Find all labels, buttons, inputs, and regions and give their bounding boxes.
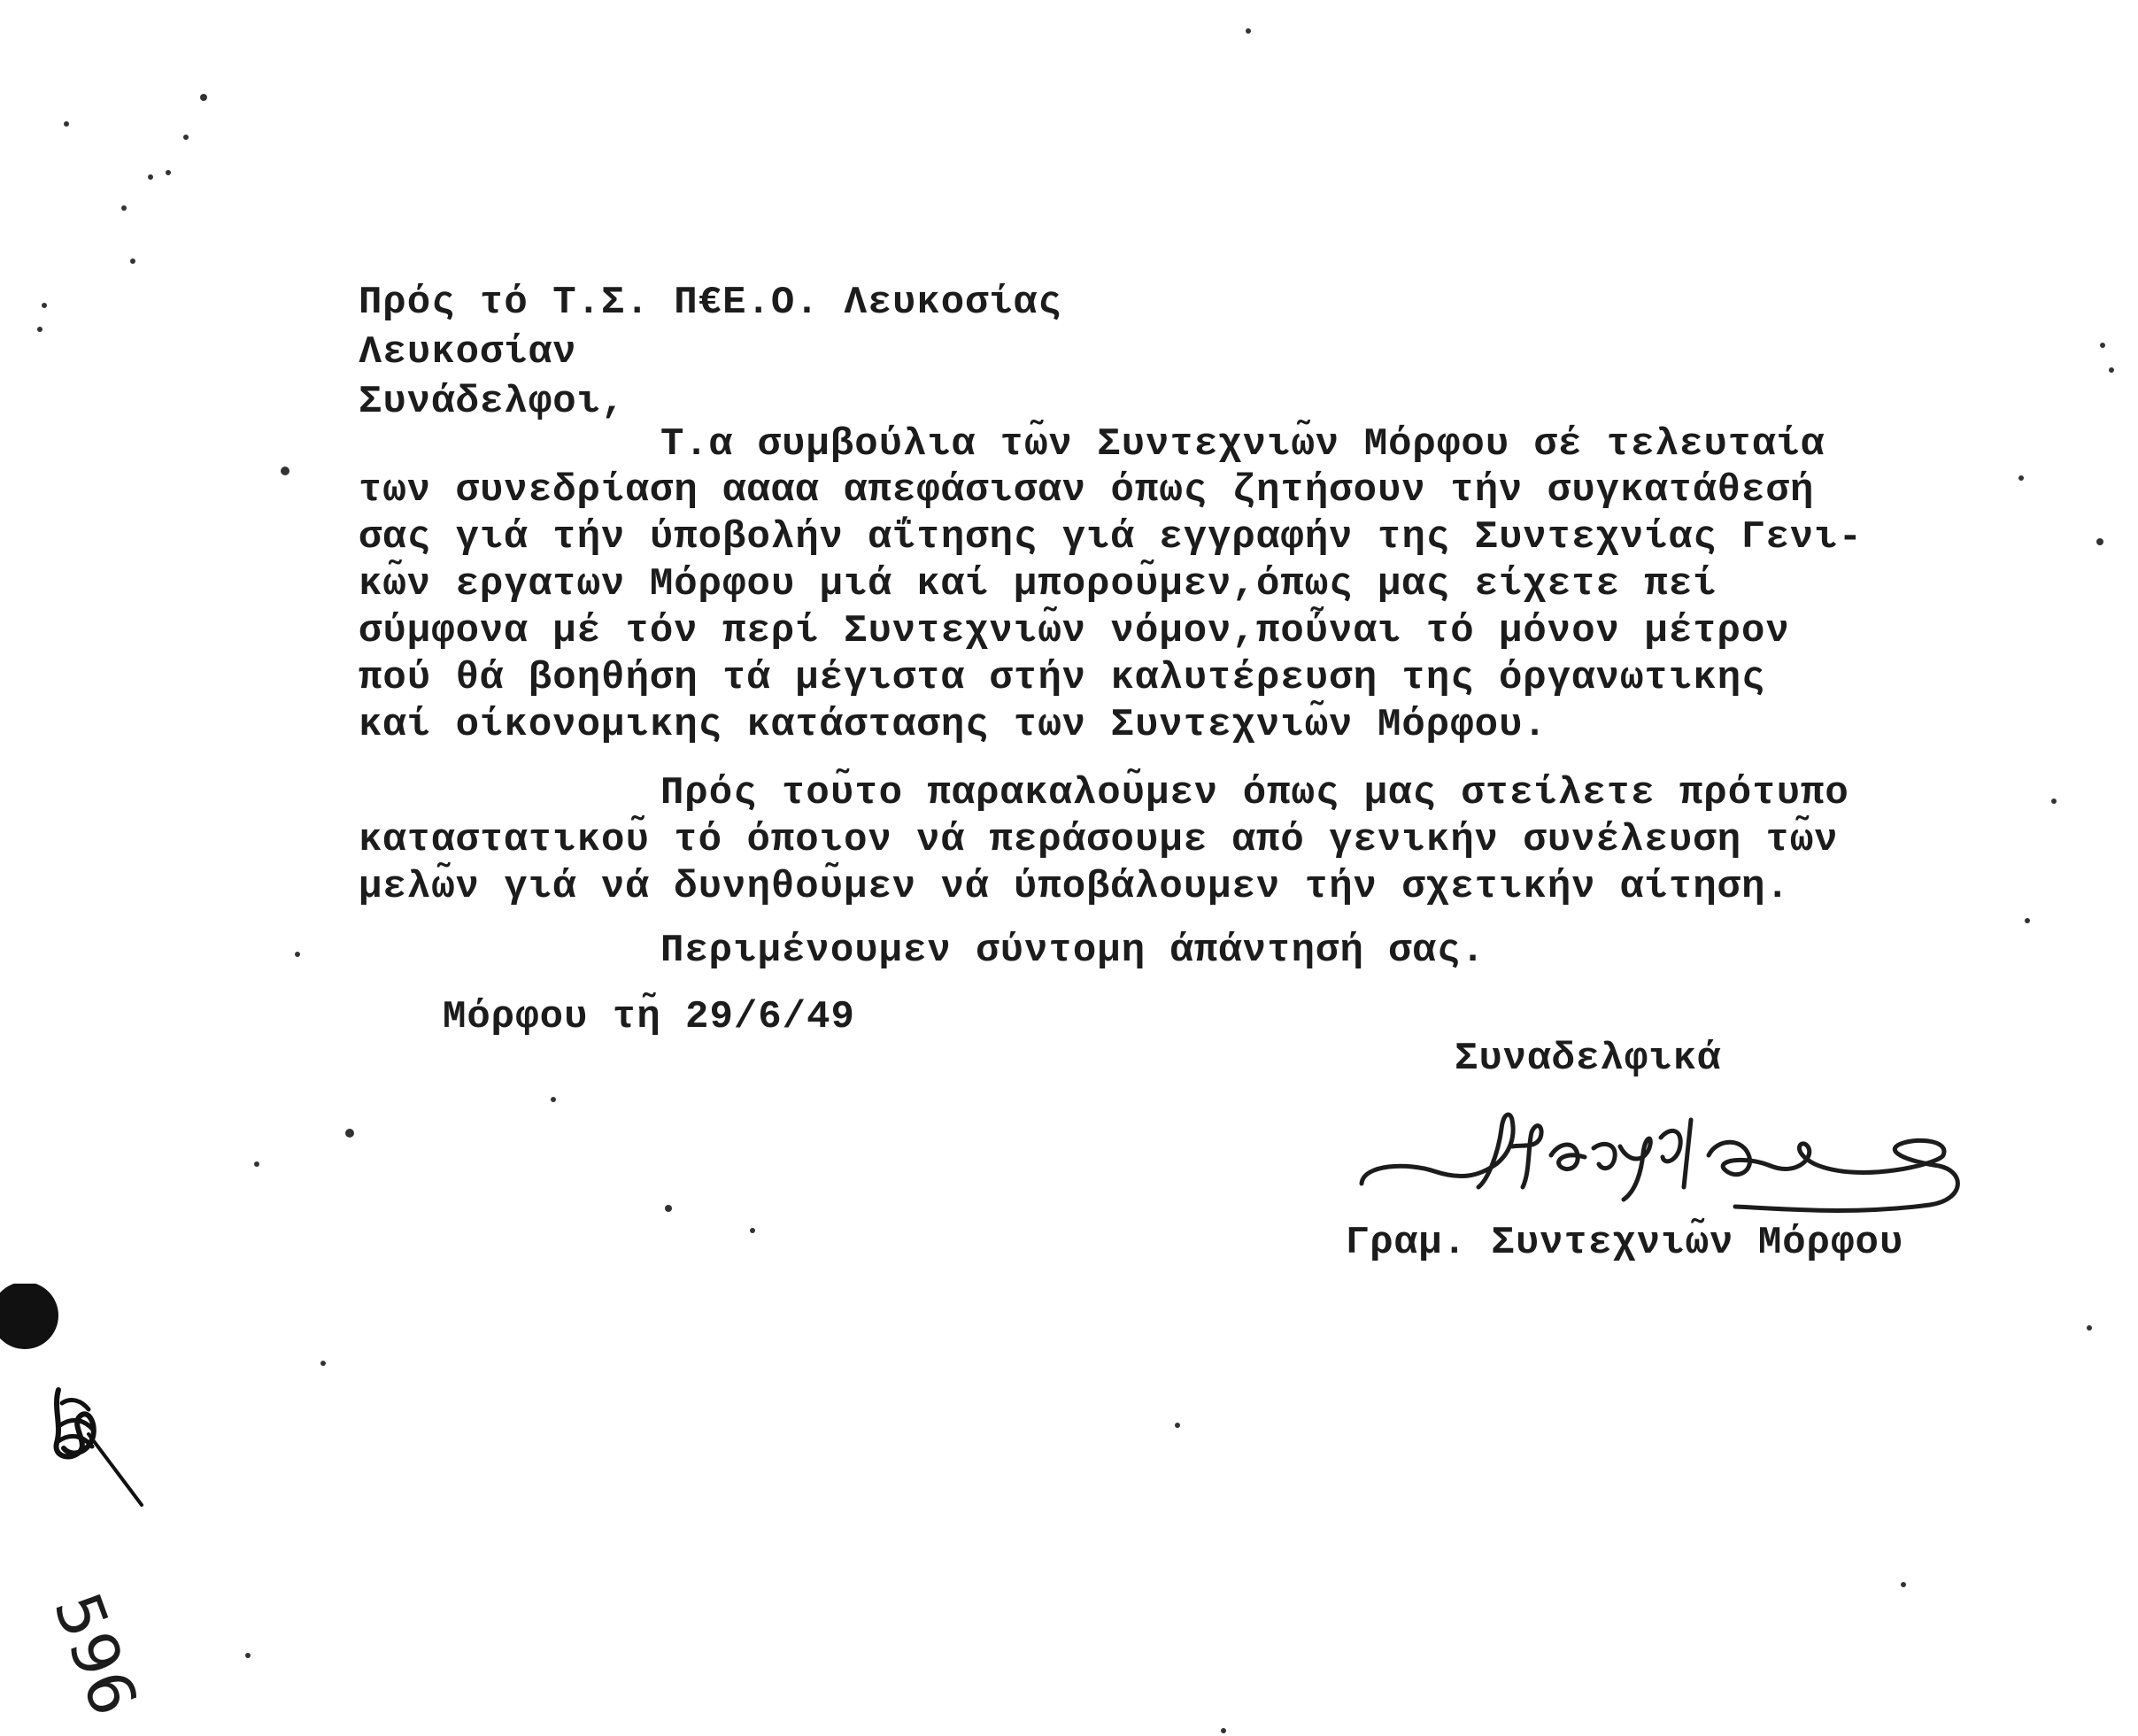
complimentary-close: Συναδελφικά bbox=[1455, 1037, 1722, 1081]
margin-note-number: 596 bbox=[39, 1583, 152, 1726]
paragraph1-line: σύμφονα μέ τόν περί Συντεχνιω̃ν νόμον,πού̃ναι τό μόνον μέτρον bbox=[359, 609, 1790, 653]
paragraph1-line: των συνεδρίαση αααα απεφάσισαν όπως ζητήσουν τήν συγκατάθεσή bbox=[359, 468, 1815, 513]
recipient-line-2: Λευκοσίαν bbox=[359, 330, 577, 374]
paragraph1-line: σας γιά τήν ύποβολήν αΐτησης γιά εγγραφήν της Συντεχνίας Γενι- bbox=[359, 515, 1864, 559]
date-line: Μόρφου τη̃ 29/6/49 bbox=[443, 995, 855, 1039]
recipient-line-1: Πρός τό Τ.Σ. Π€Ε.Ο. Λευκοσίας bbox=[359, 281, 1062, 325]
paragraph1-line: κω̃ν εργατων Μόρφου μιά καί μπορου̃μεν,όπως μας είχετε πεί bbox=[359, 562, 1717, 606]
salutation: Συνάδελφοι, bbox=[359, 380, 626, 424]
closing-line: Περιμένουμεν σύντομη άπάντησή σας. bbox=[660, 929, 1486, 973]
paragraph2-line: καταστατικου̃ τό όποιον νά περάσουμε από γενικήν συνέλευση τω̃ν bbox=[359, 818, 1839, 862]
paragraph2-line: Πρός του̃το παρακαλου̃μεν όπως μας στείλετε πρότυπο bbox=[660, 771, 1849, 815]
paragraph2-line: μελω̃ν γιά νά δυνηθου̃μεν νά ύποβάλουμεν τήν σχετικήν αίτηση. bbox=[359, 865, 1790, 909]
paragraph1-line: καί οίκονομικης κατάστασης των Συντεχνιω̃ν Μόρφου. bbox=[359, 703, 1548, 747]
signature-title: Γραμ. Συντεχνιω̃ν Μόρφου bbox=[1346, 1221, 1904, 1265]
paragraph1-line: πού θά βοηθήση τά μέγιστα στήν καλυτέρευση της όργανωτικης bbox=[359, 656, 1766, 700]
paragraph1-line: Τ.α συμβούλια τω̃ν Συντεχνιω̃ν Μόρφου σέ τελευταία bbox=[660, 422, 1825, 467]
